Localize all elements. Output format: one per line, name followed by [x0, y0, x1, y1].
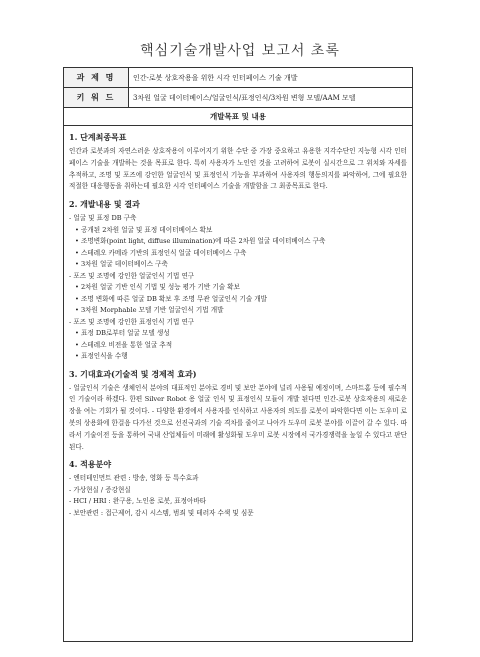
list-item: - 포즈 및 조명에 강인한 얼굴인식 기법 연구 [69, 271, 195, 280]
report-frame [63, 67, 413, 642]
apps-section [69, 459, 407, 519]
project-row [64, 68, 412, 88]
apps-title: 4. 적용분야 [69, 459, 112, 470]
apps-list [69, 473, 407, 519]
goal-title: 1. 단계최종목표 [69, 132, 127, 142]
list-item: • 표정인식을 수행 [75, 352, 128, 361]
list-item: • 공개된 2차원 얼굴 및 표정 데이터베이스 확보 [75, 225, 213, 234]
list-item: • 표정 DB로부터 얼굴 모델 생성 [75, 329, 170, 338]
list-item: • 조명 변화에 따른 얼굴 DB 확보 후 조명 무관 얼굴인식 기술 개발 [75, 294, 268, 303]
list-item: - HCI / HRI : 완구용, 노인용 로봇, 표정아바타 [69, 497, 207, 506]
goal-text: 인간과 로봇과의 자연스러운 상호작용이 이루어지기 위한 수단 중 가장 중요하고 유용한 지각수단인 지능형 시각 인터페이스 기술을 개발하는 것을 목표로 한다. 특히 사용자가 노인인 것을 고려하여 로봇이 실시간으로 그 위치와 자세를 추적하고, 조명 및 포즈에 강인한 얼굴인식 및 표정인식 기능을 부과하여 사용자의 행동의지를 파악하여, 그에 필요한 적절한 대응행동을 취하는데 필요한 시각 인터페이스 기술을 개발함을 그 최종목표로 한다. [69, 147, 407, 191]
dev-section [69, 199, 407, 363]
keyword-row [64, 88, 412, 108]
list-item: • 스테레오 비전을 통한 얼굴 추적 [75, 340, 173, 349]
list-item: • 3차원 얼굴 데이터베이스 구축 [75, 260, 168, 269]
keyword-value: 3차원 얼굴 데이터베이스/얼굴인식/표정인식/3차원 변형 모델/AAM 모델 [133, 93, 356, 102]
list-item: • 스테레오 카메라 기반의 표정인식 얼굴 데이터베이스 구축 [75, 248, 247, 257]
list-item: - 얼굴 및 표정 DB 구축 [69, 214, 137, 223]
dev-list [69, 213, 407, 363]
page-title: 핵심기술개발사업 보고서 초록 [140, 43, 340, 59]
project-label: 과 제 명 [64, 68, 129, 87]
goal-section [69, 132, 407, 193]
list-item: - 엔터테인먼트 관련 : 방송, 영화 등 특수효과 [69, 474, 199, 483]
list-item: • 2차원 얼굴 기반 인식 기법 및 성능 평가 기반 기술 확보 [75, 283, 240, 292]
list-item: - 포즈 및 조명에 강인한 표정인식 기법 연구 [69, 317, 195, 326]
list-item: • 3차원 Morphable 모델 기반 얼굴인식 기법 개발 [75, 306, 224, 315]
effect-text: - 얼굴인식 기술은 생체인식 분야의 대표적인 분야로 경비 및 보안 분야에 널리 사용될 예정이며, 스마트홈 등에 필수적인 기술이라 하겠다. 한편 Silver Robot 용 얼굴 인식 및 표정인식 모듈이 개발 된다면 인간-로봇 상호작용의 새로운 장을 여는 기회가 될 것이다. - 다양한 환경에서 사용자를 인식하고 사용자의 의도를 로봇이 파악한다면 이는 도우미 로봇의 상용화에 한걸음 다가선 것으로 선진국과의 기술 격차를 줄이고 나아가 도우미 로봇 분야를 이끌어 갈 수 있다. 따라서 기술이전 등을 통하여 국내 산업체들이 미래에 활성화될 도우미 로봇 시장에서 국가경쟁력을 높일 수 있다고 판단된다. [69, 383, 407, 451]
effect-title: 3. 기대효과(기술적 및 경제적 효과) [69, 368, 197, 379]
section-band: 개발목표 및 내용 [64, 108, 412, 126]
list-item: - 보안관련 : 접근제어, 감시 시스템, 범죄 및 테러자 수색 및 심문 [69, 508, 254, 517]
report-body [64, 126, 412, 519]
effect-section [69, 369, 407, 454]
list-item: • 조명변화(point light, diffuse illumination)에 따른 2차원 얼굴 데이터베이스 구축 [75, 237, 326, 246]
keyword-label: 키 워 드 [64, 88, 129, 107]
project-value: 인간-로봇 상호작용을 위한 시각 인터페이스 기술 개발 [133, 73, 298, 82]
list-item: - 가상현실 / 증강현실 [69, 485, 131, 494]
dev-title: 2. 개발내용 및 결과 [69, 199, 140, 210]
